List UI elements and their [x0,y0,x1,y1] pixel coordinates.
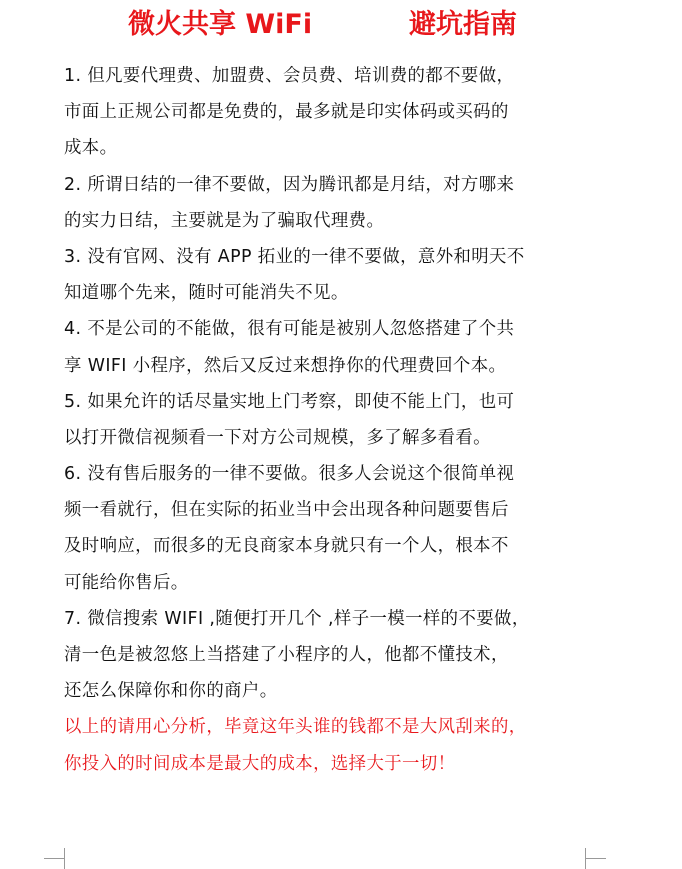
text-line: 以打开微信视频看一下对方公司规模，多了解多看看。 [64,427,491,448]
text-line: 及时响应，而很多的无良商家本身就只有一个人，根本不 [64,536,509,557]
text-line: 1. 但凡要代理费、加盟费、会员费、培训费的都不要做， [64,66,515,86]
text-line: 成本。 [64,138,118,159]
text-line: 享 WIFI 小程序，然后又反过来想挣你的代理费回个本。 [64,355,507,376]
document-body [64,58,594,782]
text-line: 的实力日结，主要就是为了骗取代理费。 [64,210,385,231]
text-line: 市面上正规公司都是免费的，最多就是印实体码或买码的 [64,102,509,123]
page-corner-mark-left-v [64,848,65,869]
text-line: 6. 没有售后服务的一律不要做。很多人会说这个很简单视 [64,464,515,485]
text-line: 频一看就行，但在实际的拓业当中会出现各种问题要售后 [64,500,509,521]
text-line: 3. 没有官网、没有 APP 拓业的一律不要做，意外和明天不 [64,246,525,267]
text-line: 5. 如果允许的话尽量实地上门考察，即使不能上门，也可 [64,391,515,412]
title-part-guide: 避坑指南 [409,9,517,40]
page-corner-mark-right-v [585,848,586,869]
title-part-brand: 微火共享 WiFi [128,9,313,40]
text-line: 知道哪个先来，随时可能消失不见。 [64,283,349,304]
text-line: 7. 微信搜索 WIFI ,随便打开几个 ,样子一模一样的不要做， [64,608,530,629]
page-title [0,5,682,45]
text-line: 还怎么保障你和你的商户。 [64,681,278,702]
text-line: 清一色是被忽悠上当搭建了小程序的人，他都不懂技术， [64,645,509,665]
text-line: 2. 所谓日结的一律不要做，因为腾讯都是月结，对方哪来 [64,174,515,195]
page-corner-mark-left-h [44,858,64,859]
text-line: 可能给你售后。 [64,572,189,593]
warning-line: 你投入的时间成本是最大的成本，选择大于一切！ [64,753,456,774]
warning-line: 以上的请用心分析，毕竟这年头谁的钱都不是大风刮来的， [64,717,527,738]
page-corner-mark-right-h [585,858,606,859]
text-line: 4. 不是公司的不能做，很有可能是被别人忽悠搭建了个共 [64,319,515,340]
